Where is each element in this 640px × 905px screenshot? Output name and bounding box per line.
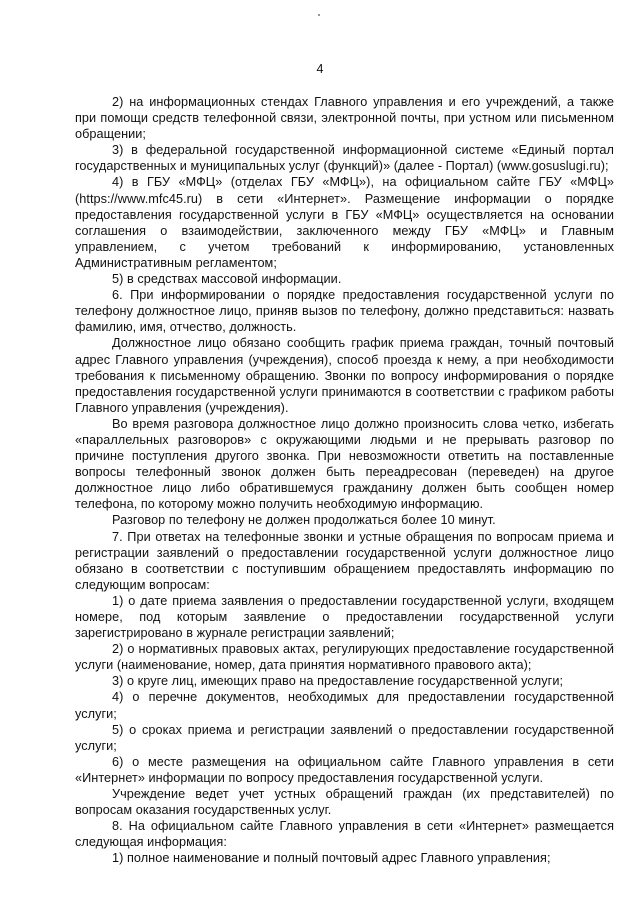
paragraph: 1) о дате приема заявления о предоставлении государственной услуги, входящем номере, под которым заявление о предоставлении государственной услуги зарегистрировано в журнале регистрации заявлений; <box>75 593 614 641</box>
paragraph: Учреждение ведет учет устных обращений граждан (их представителей) по вопросам оказания государственных услуг. <box>75 787 614 818</box>
paragraph: 8. На официальном сайте Главного управления в сети «Интернет» размещается следующая информация: <box>75 819 614 850</box>
paragraph: 5) в средствах массовой информации. <box>112 272 342 287</box>
paragraph: 3) о круге лиц, имеющих право на предоставление государственной услуги; <box>112 674 564 689</box>
paragraph: 5) о сроках приема и регистрации заявлений о предоставлении государственной услуги; <box>75 722 614 753</box>
paragraph: Во время разговора должностное лицо должно произносить слова четко, избегать «параллельных разговоров» с окружающими людьми и не прерывать разговор по причине поступления другого звонка. При невозможности ответить на поставленные вопросы телефонный звонок должен быть переадресован (переведен) на другое должностное лицо либо обратившемуся гражданину должен быть сообщен номер телефона, по которому можно получить необходимую информацию. <box>75 416 614 512</box>
paragraph: 4) о перечне документов, необходимых для предоставлении государственной услуги; <box>75 690 614 721</box>
paragraph: 4) в ГБУ «МФЦ» (отделах ГБУ «МФЦ»), на официальном сайте ГБУ «МФЦ» (https://www.mfc45.ru) в сети «Интернет». Размещение информации о порядке предоставления государственной услуги в ГБУ «МФЦ» осуществляется на основании соглашения о взаимодействии, заключенного между ГБУ «МФЦ» и Главным управлением, с учетом требований к информированию, установленных Административным регламентом; <box>75 175 614 270</box>
paragraph: 2) о нормативных правовых актах, регулирующих предоставление государственной услуги (наименование, номер, дата принятия нормативного правового акта); <box>75 642 614 673</box>
paragraph: 6. При информировании о порядке предоставления государственной услуги по телефону должностное лицо, приняв вызов по телефону, должно представиться: назвать фамилию, имя, отчество, должность. <box>75 288 614 335</box>
document-body <box>75 94 614 867</box>
paragraph: 7. При ответах на телефонные звонки и устные обращения по вопросам приема и регистрации заявлений о предоставлении государственной услуги должностное лицо обязано в соответствии с поступившим обращением предоставлять информацию по следующим вопросам: <box>75 529 614 592</box>
paragraph: 6) о месте размещения на официальном сайте Главного управления в сети «Интернет» информации по вопросу предоставления государственной услуги. <box>75 754 614 785</box>
scan-dot <box>318 14 320 16</box>
paragraph: 3) в федеральной государственной информационной системе «Единый портал государственных и муниципальных услуг (функций)» (далее - Портал) (www.gosuslugi.ru); <box>75 143 614 174</box>
paragraph: Должностное лицо обязано сообщить график приема граждан, точный почтовый адрес Главного управления (учреждения), способ проезда к нему, а при необходимости требования к письменному обращению. Звонки по вопросу информирования о порядке предоставления государственной услуги принимаются в соответствии с графиком работы Главного управления (учреждения). <box>75 336 614 415</box>
paragraph: Разговор по телефону не должен продолжаться более 10 минут. <box>112 513 496 528</box>
paragraph: 1) полное наименование и полный почтовый адрес Главного управления; <box>112 851 551 866</box>
paragraph: 2) на информационных стендах Главного управления и его учреждений, а также при помощи средств телефонной связи, электронной почты, при устном или письменном обращении; <box>75 95 614 142</box>
page-number: 4 <box>316 62 324 76</box>
